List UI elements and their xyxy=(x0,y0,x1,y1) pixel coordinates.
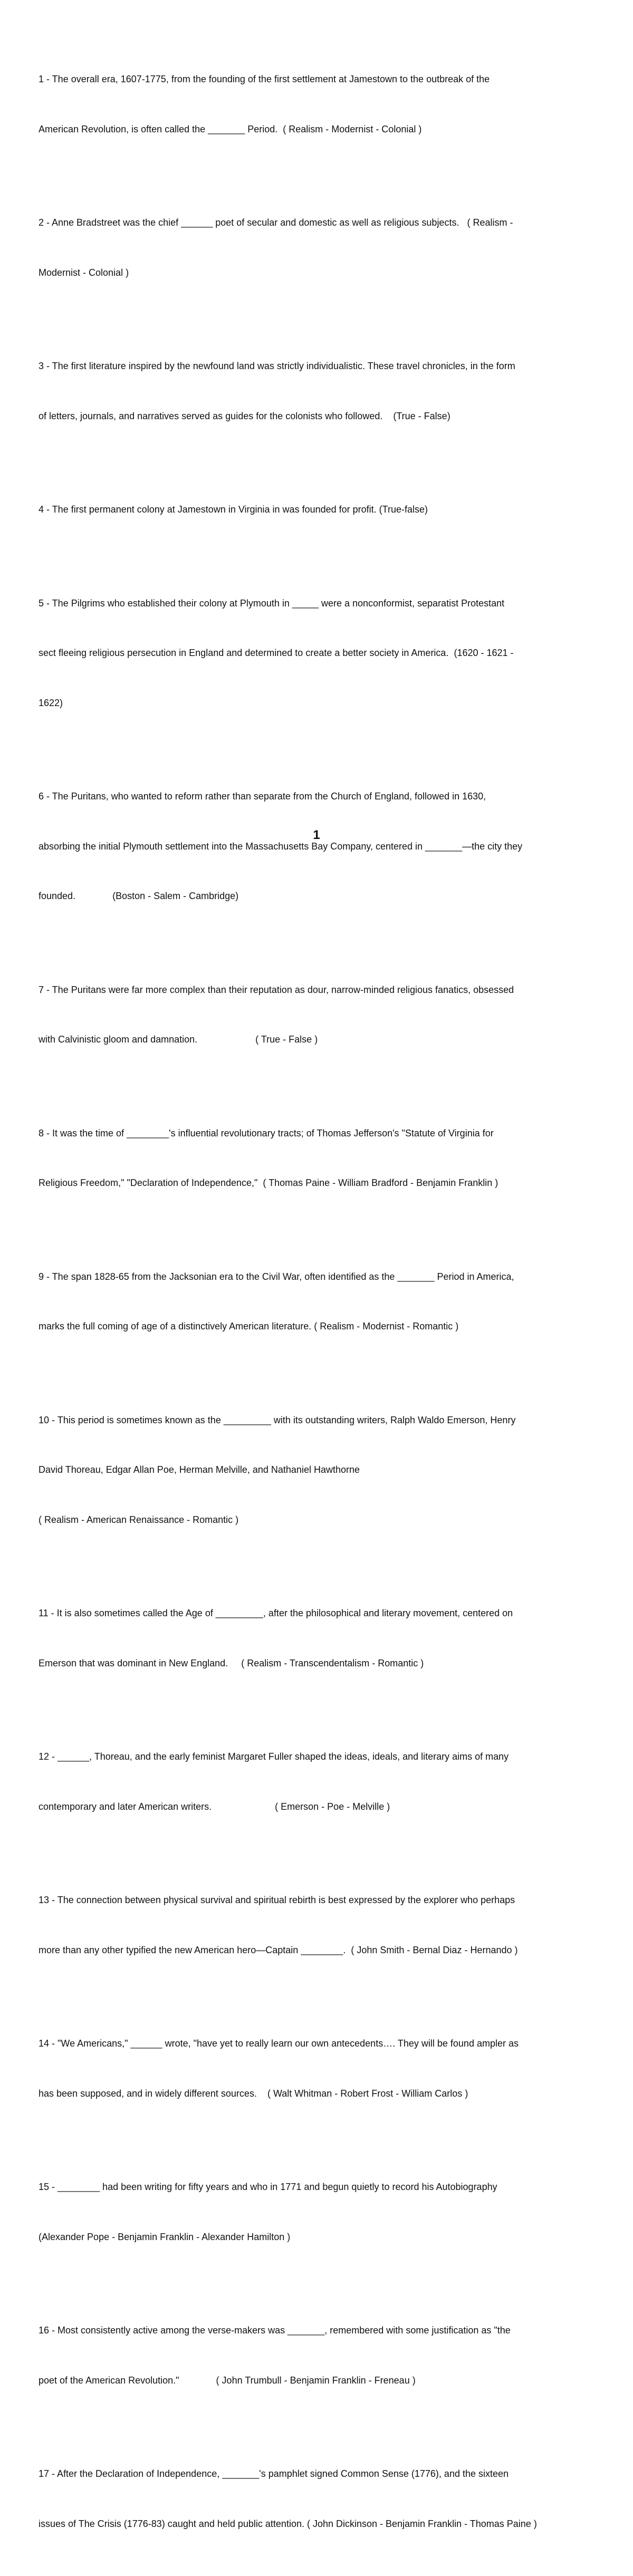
question-9-line-2: marks the full coming of age of a distinctively American literature. ( Realism - Modernist - Romantic ) xyxy=(39,1321,459,1332)
question-13 xyxy=(39,1859,599,1992)
question-2-line-1: 2 - Anne Bradstreet was the chief ______ poet of secular and domestic as well as religious subjects. ( Realism - xyxy=(39,217,513,228)
question-1 xyxy=(39,38,599,171)
question-7-line-2: with Calvinistic gloom and damnation. ( True - False ) xyxy=(39,1034,318,1045)
question-13-line-2: more than any other typified the new American hero—Captain ________. ( John Smith - Bernal Diaz - Hernando ) xyxy=(39,1944,518,1955)
question-3-line-1: 3 - The first literature inspired by the newfound land was strictly individualistic. These travel chronicles, in the form xyxy=(39,361,515,371)
question-5-line-3: 1622) xyxy=(39,697,63,708)
question-6-line-3: founded. (Boston - Salem - Cambridge) xyxy=(39,891,239,901)
question-8 xyxy=(39,1092,599,1225)
question-list xyxy=(39,38,599,2576)
question-7 xyxy=(39,949,599,1082)
question-1-line-2: American Revolution, is often called the _______ Period. ( Realism - Modernist - Colonial ) xyxy=(39,123,422,134)
question-12-line-1: 12 - ______, Thoreau, and the early feminist Margaret Fuller shaped the ideas, ideals, and literary aims of many xyxy=(39,1751,509,1762)
question-6 xyxy=(39,755,599,938)
question-12 xyxy=(39,1715,599,1848)
question-9 xyxy=(39,1236,599,1368)
question-13-line-1: 13 - The connection between physical survival and spiritual rebirth is best expressed by the explorer who perhaps xyxy=(39,1895,515,1905)
question-9-line-1: 9 - The span 1828-65 from the Jacksonian era to the Civil War, often identified as the _______ Period in America, xyxy=(39,1271,514,1282)
question-11-line-2: Emerson that was dominant in New England. ( Realism - Transcendentalism - Romantic ) xyxy=(39,1657,424,1668)
question-12-line-2: contemporary and later American writers. ( Emerson - Poe - Melville ) xyxy=(39,1801,390,1812)
question-8-line-1: 8 - It was the time of ________'s influential revolutionary tracts; of Thomas Jefferson's "Statute of Virginia for xyxy=(39,1127,494,1139)
question-16-line-2: poet of the American Revolution." ( John Trumbull - Benjamin Franklin - Freneau ) xyxy=(39,2375,416,2386)
question-10 xyxy=(39,1379,599,1562)
question-14-line-2: has been supposed, and in widely different sources. ( Walt Whitman - Robert Frost - William Carlos ) xyxy=(39,2088,468,2099)
question-14-line-1: 14 - "We Americans," ______ wrote, "have yet to really learn our own antecedents…. They will be found ampler as xyxy=(39,2038,519,2049)
question-11 xyxy=(39,1572,599,1705)
question-10-line-2: David Thoreau, Edgar Allan Poe, Herman Melville, and Nathaniel Hawthorne xyxy=(39,1464,360,1475)
question-5 xyxy=(39,562,599,745)
question-16-line-1: 16 - Most consistently active among the verse-makers was _______, remembered with some justification as "the xyxy=(39,2325,511,2336)
question-5-line-2: sect fleeing religious persecution in England and determined to create a better society in America. (1620 - 1621 - xyxy=(39,648,514,658)
question-5-line-1: 5 - The Pilgrims who established their colony at Plymouth in _____ were a nonconformist, separatist Protestant xyxy=(39,597,505,609)
question-3-line-2: of letters, journals, and narratives served as guides for the colonists who followed. (True - False) xyxy=(39,410,450,421)
question-1-line-1: 1 - The overall era, 1607-1775, from the founding of the first settlement at Jamestown to the outbreak of the xyxy=(39,74,490,84)
question-17-line-2: issues of The Crisis (1776-83) caught and held public attention. ( John Dickinson - Benjamin Franklin - Thomas Paine ) xyxy=(39,2518,537,2529)
page-number: 1 xyxy=(313,828,320,842)
question-4-line-1: 4 - The first permanent colony at Jamestown in Virginia in was founded for profit. (True-false) xyxy=(39,504,428,515)
question-14 xyxy=(39,2002,599,2135)
question-15-line-1: 15 - ________ had been writing for fifty years and who in 1771 and begun quietly to record his Autobiography xyxy=(39,2182,497,2192)
question-2 xyxy=(39,181,599,314)
question-11-line-1: 11 - It is also sometimes called the Age of _________, after the philosophical and literary movement, centered on xyxy=(39,1608,513,1618)
question-4 xyxy=(39,468,599,552)
question-17-line-1: 17 - After the Declaration of Independence, _______'s pamphlet signed Common Sense (1776), and the sixteen xyxy=(39,2468,509,2479)
question-10-line-1: 10 - This period is sometimes known as the _________ with its outstanding writers, Ralph Waldo Emerson, Henry xyxy=(39,1414,516,1425)
question-6-line-2: absorbing the initial Plymouth settlement into the Massachusetts Bay Company, centered in _______—the city they xyxy=(39,841,523,852)
question-3 xyxy=(39,325,599,458)
question-15 xyxy=(39,2146,599,2279)
question-7-line-1: 7 - The Puritans were far more complex than their reputation as dour, narrow-minded religious fanatics, obsessed xyxy=(39,984,514,995)
question-17 xyxy=(39,2433,599,2565)
question-16 xyxy=(39,2289,599,2422)
question-15-line-2: (Alexander Pope - Benjamin Franklin - Alexander Hamilton ) xyxy=(39,2231,291,2242)
question-8-line-2: Religious Freedom," "Declaration of Independence," ( Thomas Paine - William Bradford - Benjamin Franklin ) xyxy=(39,1178,498,1188)
question-10-line-3: ( Realism - American Renaissance - Romantic ) xyxy=(39,1514,239,1525)
question-6-line-1: 6 - The Puritans, who wanted to reform rather than separate from the Church of England, followed in 1630, xyxy=(39,791,486,802)
question-2-line-2: Modernist - Colonial ) xyxy=(39,267,129,278)
